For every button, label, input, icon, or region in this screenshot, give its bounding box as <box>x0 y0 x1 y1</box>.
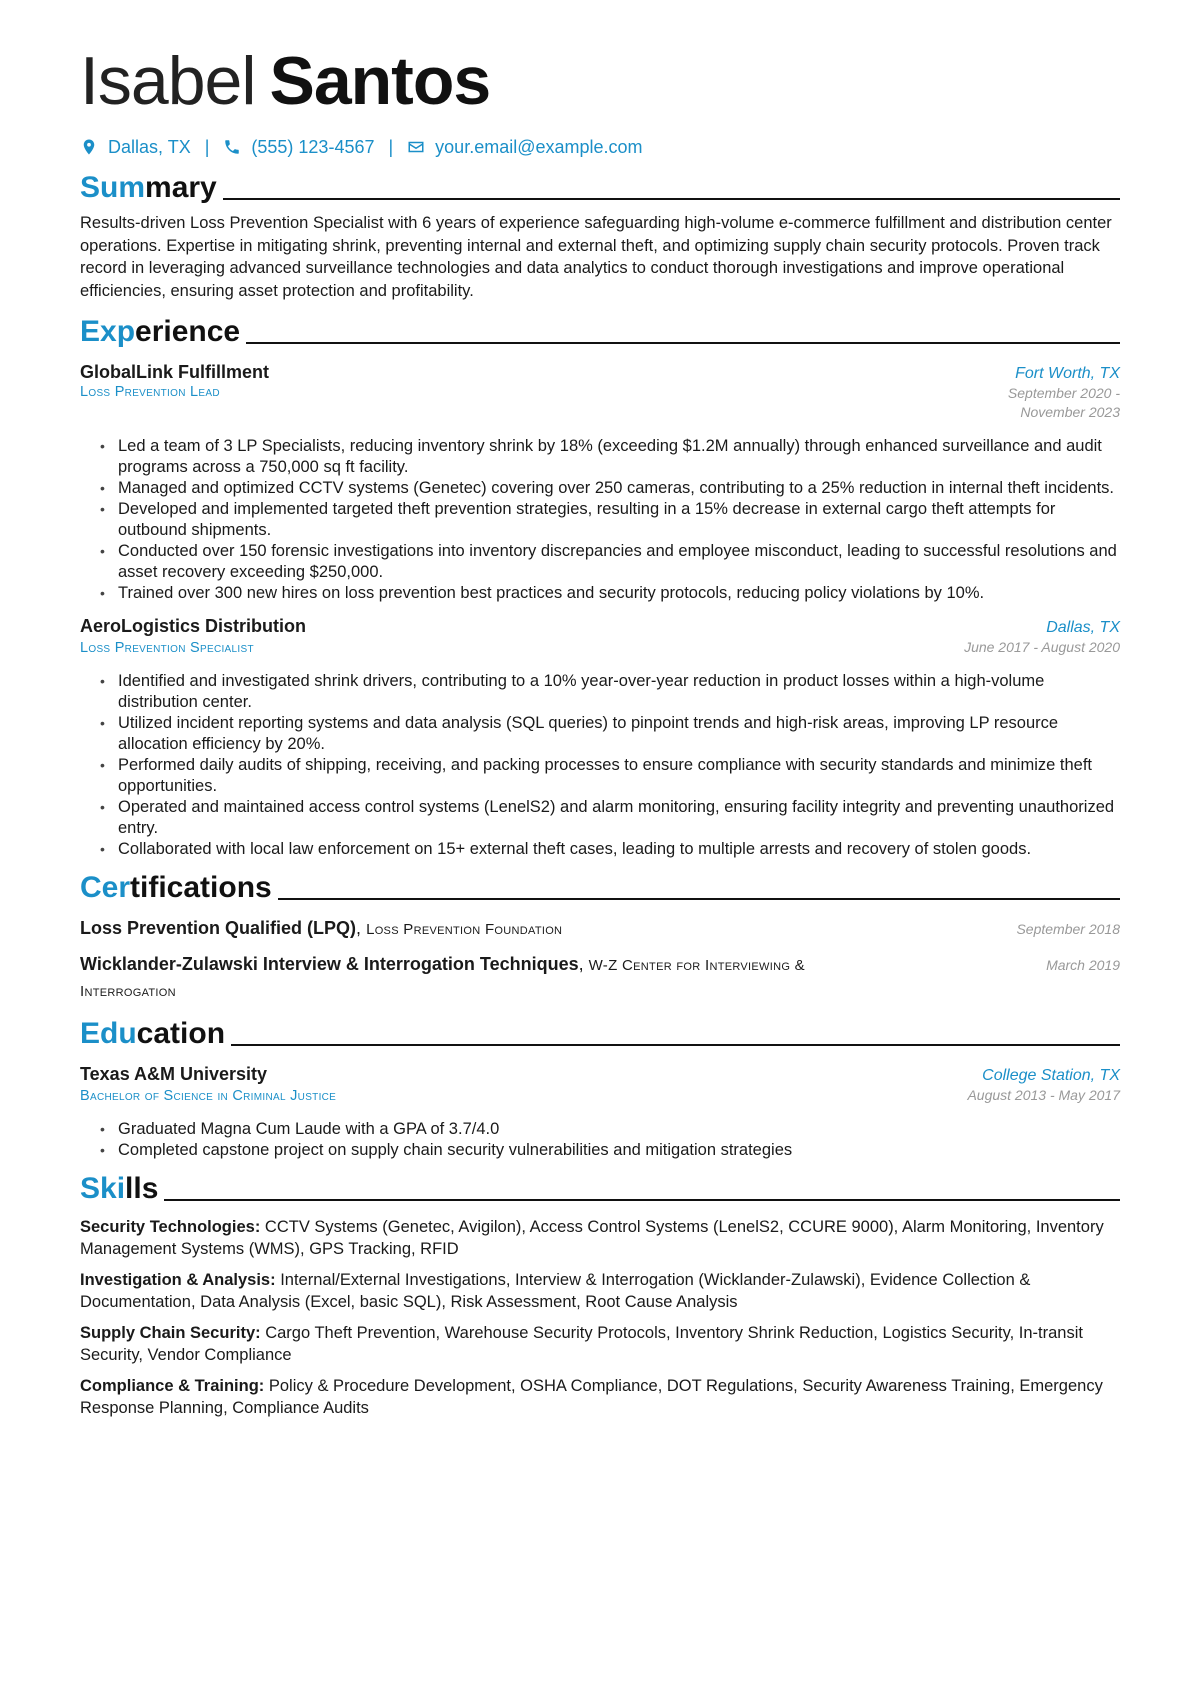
bullet-item: • Conducted over 150 forensic investigations into inventory discrepancies and employee misconduct, leading to successful resolutions and asset recovery exceeding $250,000. <box>118 541 1120 583</box>
experience-heading <box>80 314 1120 350</box>
certification-org: W-Z Center for Interviewing & Interrogation <box>80 957 805 1000</box>
job-location: Dallas, TX <box>1046 619 1120 636</box>
skill-label: Security Technologies: <box>80 1218 261 1236</box>
section-rule <box>231 1044 1120 1046</box>
last-name: Santos <box>269 43 491 119</box>
school-location: College Station, TX <box>982 1067 1120 1084</box>
envelope-icon <box>407 138 425 156</box>
job-title: Loss Prevention Lead <box>80 384 220 400</box>
job-dates: June 2017 - August 2020 <box>964 639 1120 655</box>
first-name: Isabel <box>80 43 256 119</box>
job-dates: September 2020 - November 2023 <box>1007 385 1120 420</box>
bullet-item: • Completed capstone project on supply chain security vulnerabilities and mitigation strategies <box>118 1140 1120 1161</box>
company-name: GlobalLink Fulfillment <box>80 362 269 382</box>
certification-entry: Wicklander-Zulawski Interview & Interrogation Techniques, W-Z Center for Interviewing & Interrogation March 2019 <box>80 954 1120 1000</box>
skills-heading <box>80 1171 1120 1207</box>
bullet-item: • Performed daily audits of shipping, receiving, and packing processes to ensure compliance with security standards and minimize theft opportunities. <box>118 755 1120 797</box>
bullet-item: • Managed and optimized CCTV systems (Genetec) covering over 250 cameras, contributing to a 25% reduction in internal theft incidents. <box>118 478 1120 499</box>
section-title: Summary <box>80 171 217 204</box>
map-pin-icon <box>80 138 98 156</box>
section-title: Certifications <box>80 871 272 904</box>
job-location: Fort Worth, TX <box>1015 365 1120 382</box>
skill-group <box>80 1216 1120 1260</box>
skill-group <box>80 1269 1120 1313</box>
school-name: Texas A&M University <box>80 1064 268 1084</box>
bullet-item: • Graduated Magna Cum Laude with a GPA of 3.7/4.0 <box>118 1119 1120 1140</box>
certification-date: March 2019 <box>1046 957 1120 973</box>
bullet-item: • Operated and maintained access control systems (LenelS2) and alarm monitoring, ensuring facility integrity and preventing unauthorized entry. <box>118 797 1120 839</box>
section-rule <box>278 898 1120 900</box>
summary-text: Results-driven Loss Prevention Specialist with 6 years of experience safeguarding high-volume e-commerce fulfillment and distribution center operations. Expertise in mitigating shrink, preventing internal and external theft, and optimizing supply chain security protocols. Proven track record in leveraging advanced surveillance technologies and data analytics to conduct thorough investigations and improve operational efficiencies, ensuring asset protection and profitability. <box>80 214 1112 300</box>
phone-icon <box>223 138 241 156</box>
skill-label: Investigation & Analysis: <box>80 1271 276 1289</box>
job-bullets <box>80 436 1120 604</box>
education-bullets <box>80 1119 1120 1161</box>
skill-group <box>80 1375 1120 1419</box>
company-name: AeroLogistics Distribution <box>80 616 307 636</box>
bullet-item: • Utilized incident reporting systems and data analysis (SQL queries) to pinpoint trends and high-risk areas, improving LP resource allocation efficiency by 20%. <box>118 713 1120 755</box>
education-heading <box>80 1016 1120 1052</box>
contact-separator: | <box>204 136 210 157</box>
skill-text: Cargo Theft Prevention, Warehouse Security Protocols, Inventory Shrink Reduction, Logistics Security, In-transit Security, Vendor Compliance <box>80 1324 1083 1364</box>
skill-text: Internal/External Investigations, Interview & Interrogation (Wicklander-Zulawski), Evidence Collection & Documentation, Data Analysis (Excel, basic SQL), Risk Assessment, Root Cause Analysis <box>80 1271 1031 1311</box>
skill-label: Compliance & Training: <box>80 1377 265 1395</box>
section-rule <box>223 198 1120 200</box>
phone-text: (555) 123-4567 <box>251 136 375 157</box>
degree-name: Bachelor of Science in Criminal Justice <box>80 1088 337 1104</box>
bullet-item: • Led a team of 3 LP Specialists, reducing inventory shrink by 18% (exceeding $1.2M annually) through enhanced surveillance and audit programs across a 750,000 sq ft facility. <box>118 436 1120 478</box>
section-title: Education <box>80 1017 226 1050</box>
bullet-item: • Identified and investigated shrink drivers, contributing to a 10% year-over-year reduction in product losses within a high-volume distribution center. <box>118 671 1120 713</box>
job-entry <box>80 360 1120 604</box>
candidate-name <box>80 40 1120 122</box>
certification-org: Loss Prevention Foundation <box>366 921 563 938</box>
certification-entry: Loss Prevention Qualified (LPQ), Loss Prevention Foundation September 2018 <box>80 918 1120 938</box>
certification-date: September 2018 <box>1016 921 1120 937</box>
certification-name: Wicklander-Zulawski Interview & Interrogation Techniques <box>80 954 579 974</box>
job-bullets <box>80 671 1120 860</box>
certifications-heading <box>80 870 1120 906</box>
certification-name: Loss Prevention Qualified (LPQ) <box>80 918 357 938</box>
skill-text: CCTV Systems (Genetec, Avigilon), Access Control Systems (LenelS2, CCURE 9000), Alarm Monitoring, Inventory Management Systems (WMS), GPS Tracking, RFID <box>80 1218 1104 1258</box>
summary-heading <box>80 170 1120 206</box>
location-text: Dallas, TX <box>108 136 191 157</box>
job-title: Loss Prevention Specialist <box>80 640 254 656</box>
skill-group <box>80 1322 1120 1366</box>
education-dates: August 2013 - May 2017 <box>967 1087 1120 1103</box>
contact-location <box>80 137 191 158</box>
job-entry <box>80 614 1120 860</box>
contact-bar <box>80 134 1120 160</box>
contact-separator: | <box>388 136 394 157</box>
skill-text: Policy & Procedure Development, OSHA Compliance, DOT Regulations, Security Awareness Training, Emergency Response Planning, Compliance Audits <box>80 1377 1103 1417</box>
contact-phone[interactable] <box>223 137 374 158</box>
section-rule <box>164 1199 1120 1201</box>
section-rule <box>246 342 1120 344</box>
education-entry <box>80 1062 1120 1161</box>
email-text: your.email@example.com <box>435 136 643 157</box>
bullet-item: • Developed and implemented targeted theft prevention strategies, resulting in a 15% decrease in external cargo theft attempts for outbound shipments. <box>118 499 1120 541</box>
bullet-item: • Collaborated with local law enforcement on 15+ external theft cases, leading to multiple arrests and recovery of stolen goods. <box>118 839 1120 860</box>
skill-label: Supply Chain Security: <box>80 1324 261 1342</box>
contact-email[interactable] <box>407 137 642 158</box>
section-title: Skills <box>80 1172 159 1205</box>
section-title: Experience <box>80 315 241 348</box>
bullet-item: • Trained over 300 new hires on loss prevention best practices and security protocols, reducing policy violations by 10%. <box>118 583 1120 604</box>
